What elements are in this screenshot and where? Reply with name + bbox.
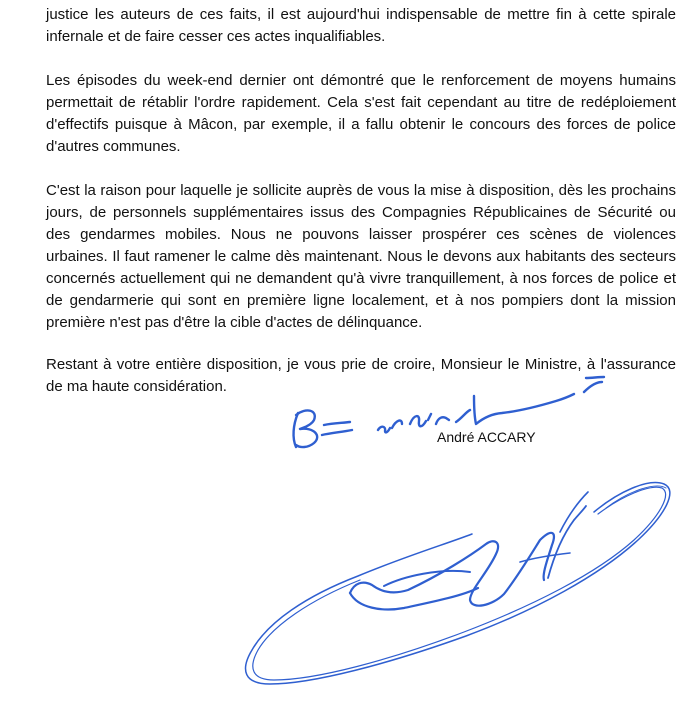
- paragraph-2: Les épisodes du week-end dernier ont démontré que le renforcement de moyens humains permettait de rétablir l'ordre rapidement. Cela s'est fait cependant au titre de redéploiement d'effectifs puisque à Mâcon, par exemple, il a fallu obtenir le concours des forces de police d'autres communes.: [46, 72, 676, 155]
- paragraph-3: C'est la raison pour laquelle je sollicite auprès de vous la mise à disposition, dès les prochains jours, de personnels supplémentaires issus des Compagnies Républicaines de Sécurité ou des gendarmes mobiles. Nous ne pouvons laisser prospérer ces scènes de violences urbaines. Il faut ramener le calme dès maintenant. Nous le devons aux habitants des secteurs concernés actuellement qui ne demandent qu'à vivre tranquillement, à nos forces de police et de gendarmerie qui sont en première ligne localement, et à nos pompiers dont la mission première n'est pas d'être la cible d'actes de délinquance.: [46, 182, 676, 331]
- paragraph-4-closing: Restant à votre entière disposition, je vous prie de croire, Monsieur le Ministre, à l'assurance de ma haute considération.: [46, 356, 676, 395]
- paragraph-1: justice les auteurs de ces faits, il est aujourd'hui indispensable de mettre fin à cette spirale infernale et de faire cesser ces actes inqualifiables.: [46, 6, 676, 45]
- signature-mark-icon: [246, 483, 670, 684]
- signature-strokes: [246, 377, 670, 684]
- author-name: André ACCARY: [437, 429, 536, 445]
